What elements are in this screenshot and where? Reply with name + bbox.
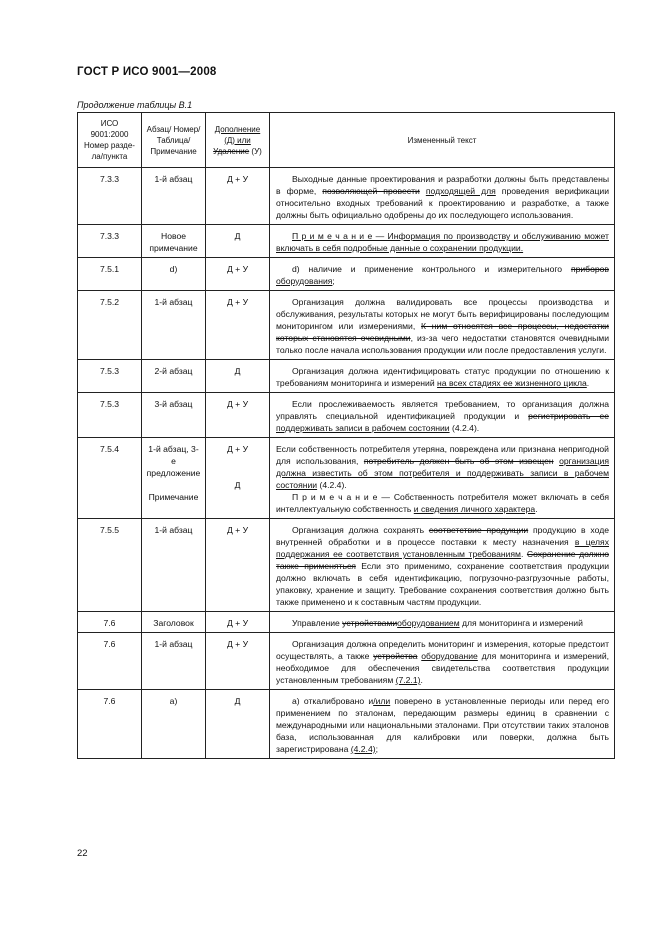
added-text: П р и м е ч а н и е — Информация по производству и обслуживанию может включать в себя подробные данные о сохранении продукции.: [276, 231, 609, 253]
added-text: организация должна известить об этом потребителя и поддерживать записи в рабочем состоянии: [276, 456, 610, 490]
added-text: поддерживать записи в рабочем состоянии: [276, 423, 450, 433]
table-row: [78, 291, 615, 360]
text-run: Управление: [292, 618, 343, 628]
table-row: [78, 393, 615, 438]
cell-iso: 7.6: [78, 690, 142, 759]
cell-text: [270, 519, 615, 612]
cell-text: [270, 360, 615, 393]
change-type: Д + У: [226, 444, 249, 454]
text-run: Организация должна определить мониторинг и измерения, которые предстоит осуществлять, а также: [276, 639, 609, 661]
table-row: [78, 633, 615, 690]
cell-text: [270, 393, 615, 438]
col-header-change: [206, 113, 270, 168]
text-run: Если собственность потребителя утеряна, повреждена или признана непригодной для использования,: [276, 444, 609, 466]
cell-text: [270, 438, 615, 519]
text-run: проведения верификации относительно входных требований к проектированию и разработке, а также должны быть официально одобрены до их последующего использования.: [276, 186, 610, 220]
added-text: в целях поддержания ее соответствия установленным требованиям: [276, 537, 609, 559]
paragraph-ref: 1-й абзац, 3-е предложение: [146, 444, 201, 478]
text-run: (4.2.4).: [317, 480, 347, 490]
added-text: (4.2.4): [350, 744, 376, 754]
table-row: [78, 360, 615, 393]
deleted-text: К ним относятся все процессы, недостатки которых становятся очевидными: [276, 321, 609, 343]
deleted-text: регистрировать ее: [528, 411, 610, 421]
table-row: [78, 258, 615, 291]
cell-text: [270, 258, 615, 291]
col-header-change-del: Удаление: [213, 146, 250, 156]
cell-change: Д: [206, 360, 270, 393]
cell-paragraph: 1-й абзац: [142, 519, 206, 612]
text-run: .: [586, 378, 590, 388]
text-run: Выходные данные проектирования и разработки должны быть представлены в форме,: [276, 174, 609, 196]
table-row: [78, 168, 615, 225]
cell-paragraph: Заголовок: [142, 612, 206, 633]
text-run: а) откалибровано и: [292, 696, 374, 706]
cell-paragraph: Новое примечание: [142, 225, 206, 258]
cell-iso: 7.5.3: [78, 360, 142, 393]
cell-change: Д: [206, 690, 270, 759]
text-run: .: [420, 675, 423, 685]
cell-change: Д + У: [206, 393, 270, 438]
table-row: [78, 438, 615, 519]
added-text: /или: [373, 696, 391, 706]
text-run: ;: [332, 276, 335, 286]
change-type: Д: [234, 480, 241, 490]
text-run: Организация должна сохранять: [292, 525, 429, 535]
col-header-change-add: Дополнение (Д) или: [214, 124, 261, 145]
deleted-text: устройства: [373, 651, 418, 661]
cell-paragraph: а): [142, 690, 206, 759]
table-row: [78, 612, 615, 633]
cell-iso: 7.6: [78, 612, 142, 633]
deleted-text: позволяющей провести: [322, 186, 420, 196]
cell-text: [270, 612, 615, 633]
text-run: П р и м е ч а н и е — Собственность потребителя может включать в себя интеллектуальную собственность: [276, 492, 609, 514]
text-run: , из-за чего недостатки становятся очевидными только после начала использования продукции или после предоставления услуги.: [276, 333, 609, 355]
cell-iso: 7.5.5: [78, 519, 142, 612]
col-header-change-suffix: (У): [251, 146, 262, 156]
table-continuation-caption: Продолжение таблицы В.1: [77, 100, 193, 110]
text-run: d) наличие и применение контрольного и измерительного: [292, 264, 571, 274]
text-run: поверено в установленные периоды или перед его применением по эталонам, передающим размеры единиц в сравнении с международными или национальными эталонами. При отсутствии таких эталонов база, использованная для калибровки или поверки, должна быть зарегистрирована: [276, 696, 609, 754]
cell-change: Д + У: [206, 258, 270, 291]
page-number: 22: [77, 848, 88, 859]
text-run: для мониторинга и измерений, необходимое для обеспечения свидетельства соответствия продукции установленным требованиям: [276, 651, 610, 685]
cell-paragraph: 1-й абзац: [142, 291, 206, 360]
added-text: (7.2.1): [395, 675, 421, 685]
col-header-text: Измененный текст: [270, 113, 615, 168]
cell-paragraph: 3-й абзац: [142, 393, 206, 438]
cell-text: [270, 291, 615, 360]
table-header-row: [78, 113, 615, 168]
cell-iso: 7.6: [78, 633, 142, 690]
col-header-paragraph: Абзац/ Номер/ Таблица/ Примечание: [142, 113, 206, 168]
cell-text: [270, 690, 615, 759]
col-header-iso: ИСО 9001:2000 Номер разде- ла/пункта: [78, 113, 142, 168]
text-run: Если прослеживаемость является требованием, то организация должна управлять специальной идентификацией продукции и: [276, 399, 609, 421]
cell-paragraph: d): [142, 258, 206, 291]
cell-change: Д + У: [206, 291, 270, 360]
cell-text: [270, 633, 615, 690]
cell-paragraph: [142, 438, 206, 519]
document-title: ГОСТ Р ИСО 9001—2008: [77, 66, 217, 78]
cell-text: [270, 225, 615, 258]
cell-change: Д: [206, 225, 270, 258]
cell-paragraph: 2-й абзац: [142, 360, 206, 393]
deleted-text: Сохранение должно также применяться: [276, 549, 609, 571]
text-run: .: [520, 549, 527, 559]
added-text: подходящей для: [425, 186, 496, 196]
cell-paragraph: 1-й абзац: [142, 633, 206, 690]
text-run: (4.2.4).: [449, 423, 480, 433]
cell-change: [206, 438, 270, 519]
text-run: для мониторинга и измерений: [459, 618, 583, 628]
cell-iso: 7.5.1: [78, 258, 142, 291]
deleted-text: приборов: [570, 264, 609, 274]
deleted-text: устройствами: [342, 618, 398, 628]
text-run: ;: [375, 744, 378, 754]
cell-text: [270, 168, 615, 225]
cell-iso: 7.5.2: [78, 291, 142, 360]
cell-paragraph: 1-й абзац: [142, 168, 206, 225]
added-text: оборудования: [276, 276, 333, 286]
cell-change: Д + У: [206, 519, 270, 612]
cell-iso: 7.3.3: [78, 168, 142, 225]
paragraph-ref: Примечание: [148, 492, 199, 502]
cell-iso: 7.5.4: [78, 438, 142, 519]
cell-change: Д + У: [206, 633, 270, 690]
deleted-text: соответствие продукции: [428, 525, 529, 535]
text-run: .: [535, 504, 538, 514]
added-text: на всех стадиях ее жизненного цикла: [437, 378, 587, 388]
deleted-text: потребитель должен быть об этом извещен: [363, 456, 554, 466]
cell-change: Д + У: [206, 612, 270, 633]
text-run: Если это применимо, сохранение соответствия продукции должно включать в себя идентификацию, погрузочно-разгрузочные работы, упаковку, хранение и защиту. Требование сохранения соответствия должно быть также применено и к составным частям продукции.: [276, 561, 609, 607]
table-row: [78, 690, 615, 759]
added-text: оборудование: [421, 651, 478, 661]
changes-table: [77, 112, 615, 759]
cell-iso: 7.3.3: [78, 225, 142, 258]
table-row: [78, 225, 615, 258]
cell-iso: 7.5.3: [78, 393, 142, 438]
table-row: [78, 519, 615, 612]
text-run: продукцию в ходе внутренней обработки и в процессе поставки к месту назначения: [276, 525, 610, 547]
added-text: и сведения личного характера: [413, 504, 536, 514]
text-run: Организация должна валидировать все процессы производства и обслуживания, результаты которых не могут быть верифицированы последующим мониторингом или измерениями,: [276, 297, 609, 331]
cell-change: Д + У: [206, 168, 270, 225]
text-run: Организация должна идентифицировать статус продукции по отношению к требованиям мониторинга и измерений: [276, 366, 609, 388]
added-text: оборудованием: [397, 618, 460, 628]
